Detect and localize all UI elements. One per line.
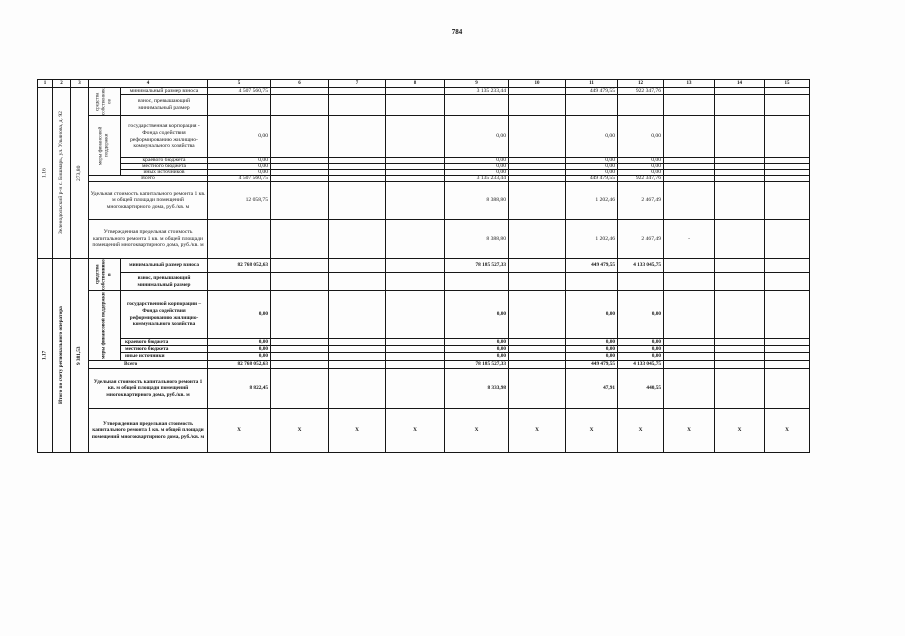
value-cell [664, 259, 715, 273]
value-cell [566, 95, 618, 116]
row-label: иные источники [121, 353, 208, 361]
header-col-5: 5 [208, 80, 271, 88]
header-col-2: 2 [53, 80, 71, 88]
value-cell [329, 353, 386, 361]
value-cell: 2 467,49 [618, 182, 664, 220]
value-cell [271, 116, 329, 158]
header-col-6: 6 [271, 80, 329, 88]
value-cell [509, 273, 566, 291]
item-area [71, 259, 89, 453]
value-cell [329, 259, 386, 273]
value-cell [386, 369, 445, 409]
item-number [38, 259, 53, 453]
value-cell [329, 339, 386, 346]
value-cell: X [765, 409, 810, 453]
row-label: государственной корпорации – Фонда содействия реформированию жилищно-коммунального хозяйства [121, 291, 208, 339]
value-cell [329, 88, 386, 95]
value-cell [386, 346, 445, 353]
value-cell [271, 353, 329, 361]
value-cell: 0,00 [566, 158, 618, 164]
value-cell [329, 182, 386, 220]
item-area-text: 9 381,53 [76, 346, 83, 365]
value-cell [329, 116, 386, 158]
value-cell [664, 291, 715, 339]
header-col-14: 14 [715, 80, 765, 88]
value-cell: 449 479,55 [566, 88, 618, 95]
row-label: Утвержденная предельная стоимость капитального ремонта 1 кв. м общей площади помещений многоквартирного дома, руб./кв. м [89, 220, 208, 259]
value-cell [715, 346, 765, 353]
value-cell [664, 273, 715, 291]
value-cell: 2 467,49 [618, 220, 664, 259]
value-cell [509, 116, 566, 158]
group-support-label-text: меры финансовой поддержки [98, 126, 110, 165]
value-cell [271, 361, 329, 369]
value-cell: 0,00 [208, 158, 271, 164]
value-cell: 0,00 [566, 116, 618, 158]
value-cell: 0,00 [618, 353, 664, 361]
value-cell [271, 291, 329, 339]
value-cell [509, 339, 566, 346]
header-col-10: 10 [509, 80, 566, 88]
value-cell: 82 768 052,63 [208, 361, 271, 369]
value-cell [715, 182, 765, 220]
value-cell [386, 116, 445, 158]
value-cell [765, 95, 810, 116]
value-cell: 0,00 [208, 339, 271, 346]
value-cell: 0,00 [445, 291, 509, 339]
group-support-label [89, 116, 121, 176]
value-cell [664, 339, 715, 346]
item-address [53, 88, 71, 259]
value-cell [509, 291, 566, 339]
value-cell: 8 822,45 [208, 369, 271, 409]
value-cell [386, 273, 445, 291]
value-cell [765, 259, 810, 273]
row-label: краевого бюджета [121, 158, 208, 164]
value-cell: 0,00 [566, 346, 618, 353]
value-cell [271, 273, 329, 291]
value-cell: 1 202,46 [566, 220, 618, 259]
value-cell [386, 95, 445, 116]
value-cell [386, 291, 445, 339]
group-owners-label [89, 259, 121, 291]
value-cell: 0,00 [208, 291, 271, 339]
value-cell: 0,00 [208, 346, 271, 353]
value-cell [329, 95, 386, 116]
value-cell: 3 135 233,44 [445, 176, 509, 182]
value-cell: 8 333,98 [445, 369, 509, 409]
value-cell [445, 273, 509, 291]
row-label: взнос, превышающий минимальный размер [121, 95, 208, 116]
value-cell: 0,00 [445, 353, 509, 361]
value-cell: 82 768 052,63 [208, 259, 271, 273]
row-label: взнос, превышающий минимальный размер [121, 273, 208, 291]
value-cell [509, 346, 566, 353]
value-cell [765, 339, 810, 346]
value-cell: 4 133 045,75 [618, 259, 664, 273]
value-cell: 449 479,55 [566, 361, 618, 369]
value-cell [664, 95, 715, 116]
value-cell: 0,00 [445, 339, 509, 346]
value-cell [618, 273, 664, 291]
value-cell: 4 507 560,75 [208, 176, 271, 182]
value-cell [271, 95, 329, 116]
value-cell [509, 369, 566, 409]
item-number-text: 1.17 [41, 350, 48, 361]
value-cell [664, 88, 715, 95]
row-label: Всего [89, 176, 208, 182]
value-cell [208, 273, 271, 291]
value-cell [271, 88, 329, 95]
group-owners-label-text: средства собственников [95, 88, 113, 115]
value-cell [386, 259, 445, 273]
value-cell [664, 353, 715, 361]
value-cell: 1 202,46 [566, 182, 618, 220]
value-cell [664, 361, 715, 369]
value-cell: 0,00 [618, 164, 664, 170]
value-cell [664, 369, 715, 409]
value-cell [765, 182, 810, 220]
header-col-12: 12 [618, 80, 664, 88]
value-cell [765, 369, 810, 409]
row-label: минимальный размер взноса [121, 259, 208, 273]
value-cell [271, 346, 329, 353]
group-owners-label-text: средства собственников [95, 259, 113, 290]
value-cell: 0,00 [566, 291, 618, 339]
item-area-text: 273,80 [76, 165, 83, 181]
value-cell: X [664, 409, 715, 453]
page-number: 784 [451, 28, 463, 36]
value-cell: 8 388,80 [445, 182, 509, 220]
value-cell [329, 361, 386, 369]
row-label: Всего [89, 361, 208, 369]
header-col-1: 1 [38, 80, 53, 88]
header-col-9: 9 [445, 80, 509, 88]
value-cell [765, 353, 810, 361]
value-cell [715, 273, 765, 291]
row-label: местного бюджета [121, 164, 208, 170]
value-cell: X [445, 409, 509, 453]
value-cell [765, 220, 810, 259]
row-label: краевого бюджета [121, 339, 208, 346]
value-cell [271, 220, 329, 259]
value-cell: 0,00 [566, 339, 618, 346]
value-cell [509, 259, 566, 273]
row-label: Удельная стоимость капитального ремонта 1 кв. м общей площади помещений многоквартирного дома, руб./кв. м [89, 182, 208, 220]
value-cell: X [618, 409, 664, 453]
value-cell [765, 291, 810, 339]
value-cell: 0,00 [618, 339, 664, 346]
value-cell: X [715, 409, 765, 453]
value-cell [765, 361, 810, 369]
header-col-4: 4 [89, 80, 208, 88]
value-cell [715, 88, 765, 95]
value-cell: 0,00 [445, 346, 509, 353]
value-cell: 0,00 [208, 353, 271, 361]
group-owners-label [89, 88, 121, 116]
value-cell [618, 95, 664, 116]
value-cell [329, 273, 386, 291]
group-support-label [89, 291, 121, 361]
row-label: иных источников [121, 170, 208, 176]
value-cell: 0,00 [208, 170, 271, 176]
header-col-13: 13 [664, 80, 715, 88]
value-cell: X [208, 409, 271, 453]
value-cell: 449 479,55 [566, 176, 618, 182]
value-cell: 78 185 527,33 [445, 259, 509, 273]
value-cell: 78 185 527,33 [445, 361, 509, 369]
header-col-3: 3 [71, 80, 89, 88]
value-cell [329, 369, 386, 409]
value-cell: 4 507 560,75 [208, 88, 271, 95]
value-cell [715, 220, 765, 259]
value-cell [386, 339, 445, 346]
value-cell: 0,00 [618, 116, 664, 158]
value-cell [386, 220, 445, 259]
value-cell: 440,55 [618, 369, 664, 409]
value-cell [664, 182, 715, 220]
row-label: минимальный размер взноса [121, 88, 208, 95]
value-cell [271, 259, 329, 273]
value-cell: 0,00 [618, 158, 664, 164]
value-cell [715, 291, 765, 339]
value-cell [765, 88, 810, 95]
value-cell [765, 273, 810, 291]
value-cell [208, 95, 271, 116]
item-address-text: Зеленодольский р-н с. Бишмарь, ул. Ульянова, д. 92 [58, 111, 65, 235]
group-support-label-text: меры финансовой поддержки [101, 292, 107, 359]
value-cell [715, 361, 765, 369]
value-cell [329, 291, 386, 339]
value-cell: 0,00 [445, 164, 509, 170]
value-cell [386, 353, 445, 361]
value-cell: 47,91 [566, 369, 618, 409]
value-cell: 0,00 [208, 116, 271, 158]
value-cell [664, 346, 715, 353]
value-cell [271, 369, 329, 409]
value-cell [509, 88, 566, 95]
row-label: Удельная стоимость капитального ремонта 1 кв. м общей площади помещений многоквартирного дома, руб./кв. м [89, 369, 208, 409]
value-cell [765, 116, 810, 158]
value-cell [386, 88, 445, 95]
value-cell: X [386, 409, 445, 453]
value-cell: - [664, 220, 715, 259]
header-col-7: 7 [329, 80, 386, 88]
value-cell [271, 339, 329, 346]
value-cell [715, 369, 765, 409]
value-cell: 0,00 [445, 170, 509, 176]
item-area [71, 88, 89, 259]
value-cell [329, 346, 386, 353]
row-label: государственная корпорация - Фонда содействия реформированию жилищно-коммунального хозяйства [121, 116, 208, 158]
value-cell [715, 116, 765, 158]
value-cell [715, 339, 765, 346]
value-cell: 0,00 [445, 116, 509, 158]
value-cell: 0,00 [618, 291, 664, 339]
value-cell [715, 95, 765, 116]
value-cell: X [329, 409, 386, 453]
value-cell [271, 182, 329, 220]
value-cell: 0,00 [618, 170, 664, 176]
value-cell [509, 361, 566, 369]
value-cell [445, 95, 509, 116]
value-cell: 0,00 [566, 170, 618, 176]
value-cell: 3 135 233,44 [445, 88, 509, 95]
item-number [38, 88, 53, 259]
value-cell [386, 182, 445, 220]
value-cell: X [566, 409, 618, 453]
item-number-text: 1.16 [41, 168, 48, 178]
value-cell [765, 346, 810, 353]
value-cell: 8 388,80 [445, 220, 509, 259]
item-address [53, 259, 71, 453]
value-cell: 922 347,76 [618, 176, 664, 182]
header-col-15: 15 [765, 80, 810, 88]
value-cell: 449 479,55 [566, 259, 618, 273]
row-label: местного бюджета [121, 346, 208, 353]
value-cell: 0,00 [566, 353, 618, 361]
value-cell [715, 259, 765, 273]
header-col-11: 11 [566, 80, 618, 88]
row-label: Утвержденная предельная стоимость капитального ремонта 1 кв. м общей площади помещений многоквартирного дома, руб./кв. м [89, 409, 208, 453]
value-cell [509, 95, 566, 116]
value-cell [566, 273, 618, 291]
value-cell [715, 353, 765, 361]
value-cell: X [271, 409, 329, 453]
value-cell: 0,00 [566, 164, 618, 170]
value-cell [509, 220, 566, 259]
value-cell: 12 058,75 [208, 182, 271, 220]
value-cell: X [509, 409, 566, 453]
value-cell: 4 133 045,75 [618, 361, 664, 369]
value-cell [329, 220, 386, 259]
value-cell [208, 220, 271, 259]
item-address-text: Итого по счету регионального оператора [58, 306, 65, 405]
value-cell [509, 182, 566, 220]
value-cell: 0,00 [445, 158, 509, 164]
value-cell [386, 361, 445, 369]
repair-cost-table [37, 79, 810, 453]
value-cell [664, 116, 715, 158]
value-cell [509, 353, 566, 361]
value-cell: 0,00 [618, 346, 664, 353]
value-cell: 0,00 [208, 164, 271, 170]
value-cell: 922 347,76 [618, 88, 664, 95]
header-col-8: 8 [386, 80, 445, 88]
